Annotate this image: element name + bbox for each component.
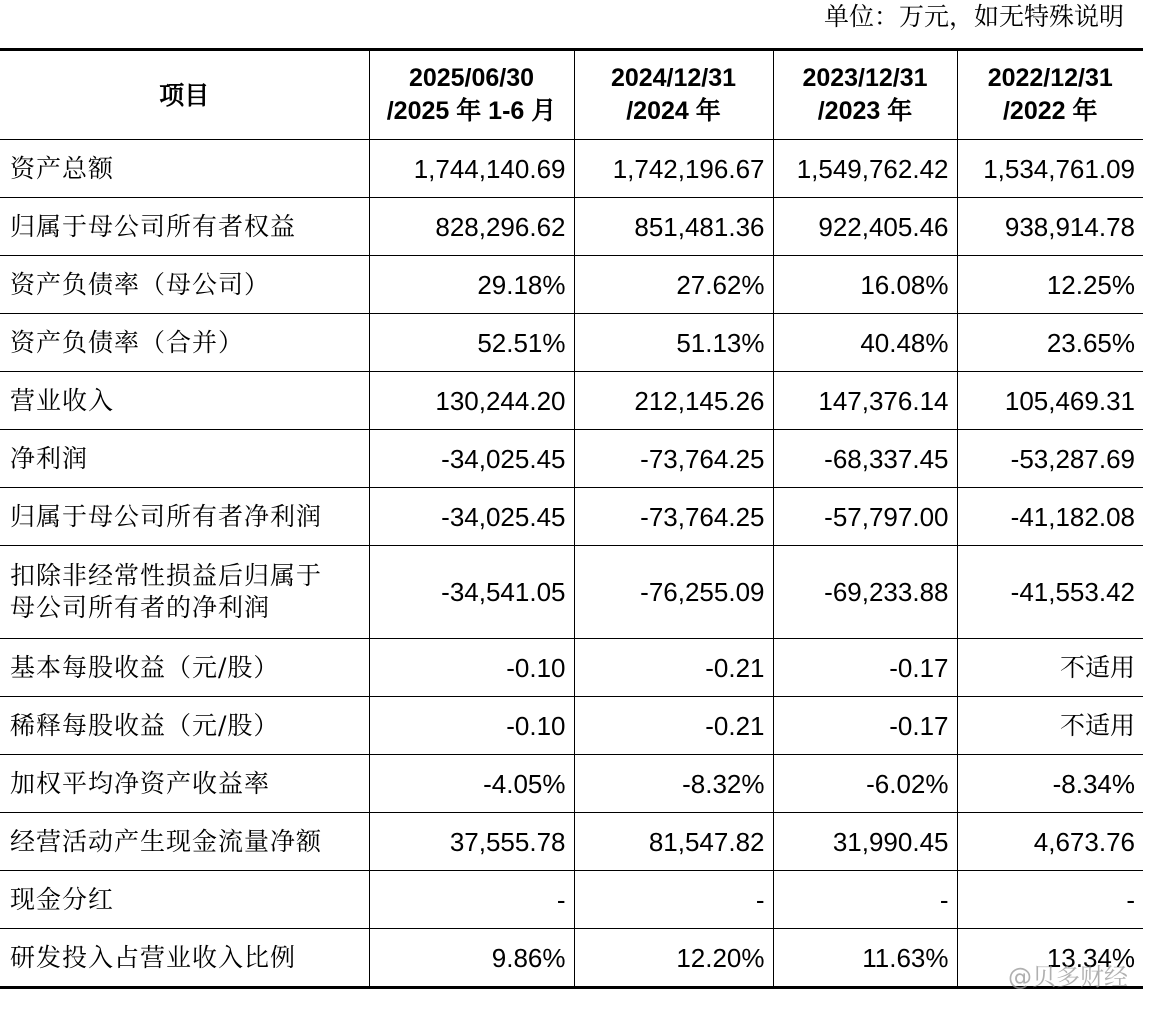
value-cell: 147,376.14 [773,372,957,430]
header-row [0,50,1143,140]
value-cell: 12.20% [574,929,773,988]
row-label [0,929,369,988]
header-period-line2: /2022 年 [1002,97,1098,125]
value-cell: 23.65% [957,314,1143,372]
header-period [773,50,957,140]
row-label [0,314,369,372]
value-cell: - [574,871,773,929]
row-label-line: 经营活动产生现金流量净额 [10,826,323,856]
header-period-line2: /2025 年 1-6 月 [386,97,557,125]
value-cell: -0.10 [369,697,574,755]
table-row [0,488,1143,546]
value-cell: 16.08% [773,256,957,314]
value-cell: 81,547.82 [574,813,773,871]
row-label [0,639,369,697]
value-cell: 37,555.78 [369,813,574,871]
value-cell: 不适用 [957,697,1143,755]
value-cell: 40.48% [773,314,957,372]
table-row [0,871,1143,929]
row-label-line: 加权平均净资产收益率 [10,768,271,798]
row-label-line: 营业收入 [10,385,115,415]
table-row [0,697,1143,755]
value-cell: -8.34% [957,755,1143,813]
row-label [0,488,369,546]
row-label-line: 资产负债率（母公司） [10,269,271,299]
value-cell: 828,296.62 [369,198,574,256]
value-cell: -0.17 [773,697,957,755]
table-row [0,546,1143,639]
value-cell: -34,541.05 [369,546,574,639]
row-label-line: 研发投入占营业收入比例 [10,942,297,972]
value-cell: 130,244.20 [369,372,574,430]
value-cell: 不适用 [957,639,1143,697]
row-label [0,546,369,639]
value-cell: 1,742,196.67 [574,140,773,198]
row-label-line: 现金分红 [10,884,115,914]
value-cell: -0.21 [574,697,773,755]
value-cell: -53,287.69 [957,430,1143,488]
row-label-line: 净利润 [10,443,89,473]
row-label [0,871,369,929]
row-label-line: 资产总额 [10,153,115,183]
value-cell: -41,182.08 [957,488,1143,546]
row-label [0,813,369,871]
value-cell: 1,744,140.69 [369,140,574,198]
value-cell: 4,673.76 [957,813,1143,871]
value-cell: -76,255.09 [574,546,773,639]
value-cell: 1,534,761.09 [957,140,1143,198]
row-label [0,256,369,314]
value-cell: 31,990.45 [773,813,957,871]
row-label-line: 资产负债率（合并） [10,327,245,357]
value-cell: - [369,871,574,929]
value-cell: 13.34% [957,929,1143,988]
value-cell: 27.62% [574,256,773,314]
value-cell: 51.13% [574,314,773,372]
value-cell: -34,025.45 [369,430,574,488]
value-cell: 851,481.36 [574,198,773,256]
row-label-line: 扣除非经常性损益后归属于 [10,561,323,590]
table-row [0,639,1143,697]
row-label [0,372,369,430]
value-cell: -73,764.25 [574,430,773,488]
value-cell: -34,025.45 [369,488,574,546]
value-cell: 52.51% [369,314,574,372]
header-item: 项目 [0,50,369,140]
value-cell: -68,337.45 [773,430,957,488]
value-cell: 9.86% [369,929,574,988]
table-row [0,140,1143,198]
value-cell: 922,405.46 [773,198,957,256]
table-row [0,372,1143,430]
table-row [0,813,1143,871]
header-period-line1: 2025/06/30 [408,64,535,92]
header-period-line2: /2023 年 [817,97,913,125]
row-label-line: 归属于母公司所有者权益 [10,211,297,241]
value-cell: 11.63% [773,929,957,988]
value-cell: 1,549,762.42 [773,140,957,198]
watermark: @贝多财经 [1008,963,1128,991]
table-row [0,755,1143,813]
table-row [0,430,1143,488]
value-cell: -69,233.88 [773,546,957,639]
row-label-line: 稀释每股收益（元/股） [10,710,280,740]
value-cell: -57,797.00 [773,488,957,546]
unit-note: 单位：万元，如无特殊说明 [823,2,1124,31]
row-label-line: 归属于母公司所有者净利润 [10,501,323,531]
header-period-line1: 2022/12/31 [987,64,1113,92]
header-period [957,50,1143,140]
value-cell: -0.17 [773,639,957,697]
row-label-line: 母公司所有者的净利润 [10,593,271,622]
header-period-line2: /2024 年 [626,97,721,125]
header-period [369,50,574,140]
value-cell: 105,469.31 [957,372,1143,430]
value-cell: 29.18% [369,256,574,314]
value-cell: -73,764.25 [574,488,773,546]
row-label [0,697,369,755]
row-label [0,198,369,256]
table-row [0,929,1143,988]
table-body [0,140,1143,988]
row-label-line: 基本每股收益（元/股） [10,652,280,682]
table-row [0,198,1143,256]
header-period-line1: 2023/12/31 [802,64,928,92]
value-cell: -8.32% [574,755,773,813]
value-cell: 212,145.26 [574,372,773,430]
value-cell: -0.10 [369,639,574,697]
value-cell: 12.25% [957,256,1143,314]
value-cell: - [957,871,1143,929]
value-cell: -4.05% [369,755,574,813]
table-header [0,50,1143,140]
value-cell: - [773,871,957,929]
row-label [0,430,369,488]
financial-table [0,48,1143,989]
value-cell: -41,553.42 [957,546,1143,639]
value-cell: 938,914.78 [957,198,1143,256]
row-label [0,140,369,198]
value-cell: -0.21 [574,639,773,697]
header-period [574,50,773,140]
row-label [0,755,369,813]
table-row [0,314,1143,372]
table-row [0,256,1143,314]
value-cell: -6.02% [773,755,957,813]
header-period-line1: 2024/12/31 [610,64,737,92]
